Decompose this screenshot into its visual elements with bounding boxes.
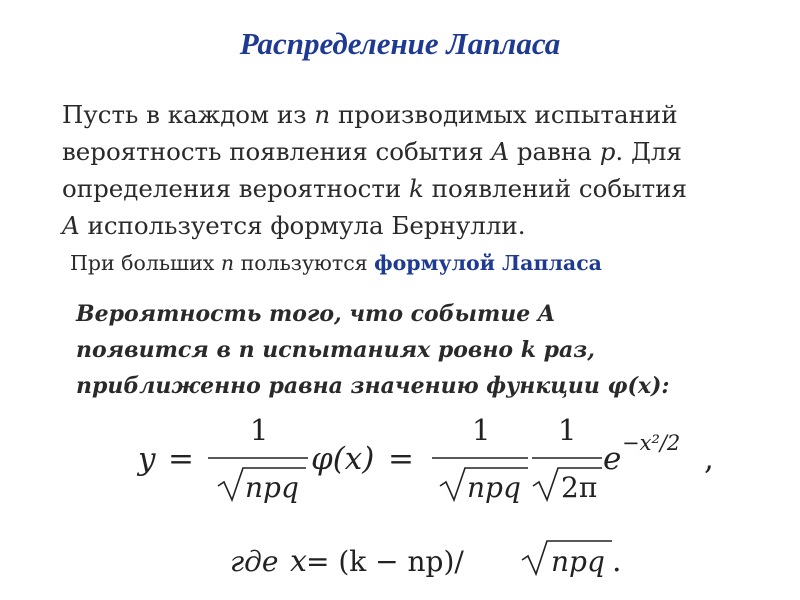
var-k: k xyxy=(409,174,424,203)
probability-line-1: Вероятность того, что событие A xyxy=(76,301,555,327)
text-fragment: пользуются xyxy=(234,251,375,275)
fraction-2-numerator: 1 xyxy=(472,413,491,447)
text-fragment: вероятность появления события xyxy=(62,137,492,166)
probability-line-2: появится в n испытаниях ровно k раз, xyxy=(76,337,595,363)
var-p: p xyxy=(599,137,616,166)
fraction-1-numerator: 1 xyxy=(250,413,269,447)
probability-line-3: приближенно равна значению функции φ(x): xyxy=(76,373,670,399)
laplace-formula-highlight: формулой Лапласа xyxy=(374,251,602,275)
var-A: A xyxy=(491,137,510,166)
var-A: A xyxy=(62,211,80,240)
formula-y: y xyxy=(138,441,156,477)
page-title: Распределение Лапласа xyxy=(239,26,561,61)
text-fragment: появлений события xyxy=(423,174,687,203)
text-fragment: используется формула Бернулли. xyxy=(79,211,526,240)
where-npq: npq xyxy=(551,545,605,578)
sqrt-1-npq: npq xyxy=(245,471,299,504)
text-fragment: Пусть в каждом из xyxy=(62,100,315,129)
text-fragment: производимых испытаний xyxy=(330,100,678,129)
text-fragment: равна xyxy=(509,137,600,166)
formula-equals-2: = xyxy=(388,441,414,477)
text-fragment: При больших xyxy=(70,251,221,275)
where-period: . xyxy=(612,544,622,579)
sqrt-3-2pi: 2π xyxy=(561,471,598,504)
sqrt-2-npq: npq xyxy=(467,471,521,504)
var-n: n xyxy=(220,251,235,275)
formula-exponent: −x²/2 xyxy=(622,431,681,455)
fraction-3-numerator: 1 xyxy=(558,413,577,447)
formula-phi: φ(x) xyxy=(311,441,375,477)
formula-equals-1: = xyxy=(168,441,194,477)
text-fragment: определения вероятности xyxy=(62,174,410,203)
var-n: n xyxy=(314,100,331,129)
text-fragment: . Для xyxy=(615,137,682,166)
where-x: x xyxy=(290,544,307,579)
where-expression: = (k − np)/ xyxy=(306,545,464,578)
formula-comma: , xyxy=(704,441,714,477)
formula-e: e xyxy=(603,441,622,477)
where-label: где xyxy=(230,545,279,578)
